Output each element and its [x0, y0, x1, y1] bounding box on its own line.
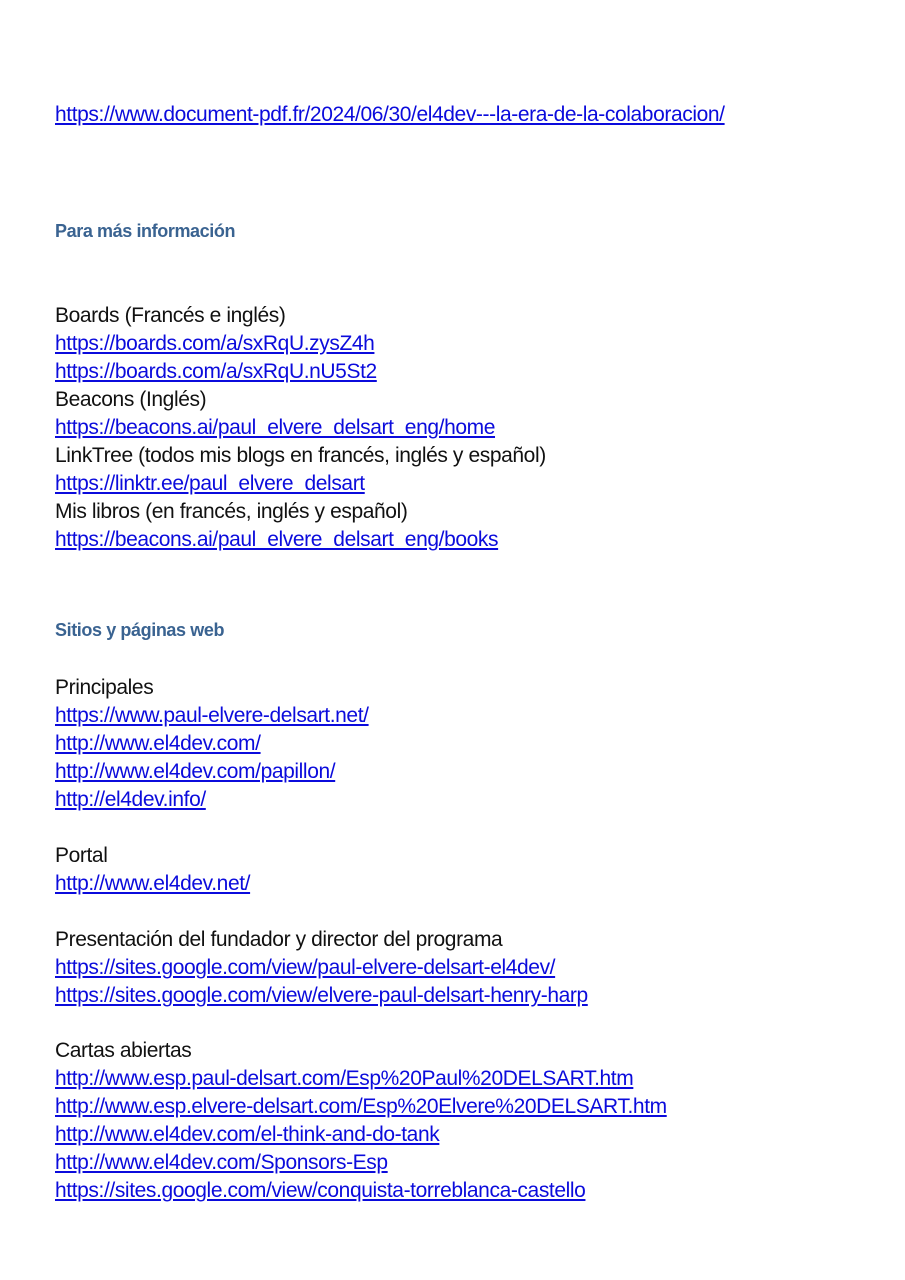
presentacion-link-1[interactable]: https://sites.google.com/view/paul-elvere-delsart-el4dev/ — [55, 956, 556, 979]
principales-link-2[interactable]: http://www.el4dev.com/ — [55, 732, 261, 755]
portal-label: Portal — [55, 844, 108, 867]
heading-sites: Sitios y páginas web — [55, 620, 225, 640]
linktree-link[interactable]: https://linktr.ee/paul_elvere_delsart — [55, 472, 365, 495]
boards-link-2[interactable]: https://boards.com/a/sxRqU.nU5St2 — [55, 360, 377, 383]
boards-link-1[interactable]: https://boards.com/a/sxRqU.zysZ4h — [55, 332, 375, 355]
boards-label: Boards (Francés e inglés) — [55, 304, 286, 327]
cartas-link-2[interactable]: http://www.esp.elvere-delsart.com/Esp%20Elvere%20DELSART.htm — [55, 1095, 667, 1118]
books-label: Mis libros (en francés, inglés y español) — [55, 500, 408, 523]
linktree-label: LinkTree (todos mis blogs en francés, inglés y español) — [55, 444, 546, 467]
principales-link-1[interactable]: https://www.paul-elvere-delsart.net/ — [55, 704, 369, 727]
principales-link-3[interactable]: http://www.el4dev.com/papillon/ — [55, 760, 336, 783]
heading-more-info: Para más información — [55, 221, 236, 241]
top-link[interactable]: https://www.document-pdf.fr/2024/06/30/el4dev---la-era-de-la-colaboracion/ — [55, 103, 725, 126]
cartas-label: Cartas abiertas — [55, 1039, 192, 1062]
beacons-label: Beacons (Inglés) — [55, 388, 207, 411]
presentacion-label: Presentación del fundador y director del programa — [55, 928, 503, 951]
cartas-link-5[interactable]: https://sites.google.com/view/conquista-torreblanca-castello — [55, 1179, 586, 1202]
books-link[interactable]: https://beacons.ai/paul_elvere_delsart_eng/books — [55, 528, 499, 551]
beacons-link[interactable]: https://beacons.ai/paul_elvere_delsart_eng/home — [55, 416, 496, 439]
cartas-link-1[interactable]: http://www.esp.paul-delsart.com/Esp%20Paul%20DELSART.htm — [55, 1067, 634, 1090]
cartas-link-3[interactable]: http://www.el4dev.com/el-think-and-do-tank — [55, 1123, 440, 1146]
cartas-link-4[interactable]: http://www.el4dev.com/Sponsors-Esp — [55, 1151, 388, 1174]
principales-link-4[interactable]: http://el4dev.info/ — [55, 788, 206, 811]
principales-label: Principales — [55, 676, 154, 699]
portal-link[interactable]: http://www.el4dev.net/ — [55, 872, 251, 895]
presentacion-link-2[interactable]: https://sites.google.com/view/elvere-paul-delsart-henry-harp — [55, 984, 588, 1007]
